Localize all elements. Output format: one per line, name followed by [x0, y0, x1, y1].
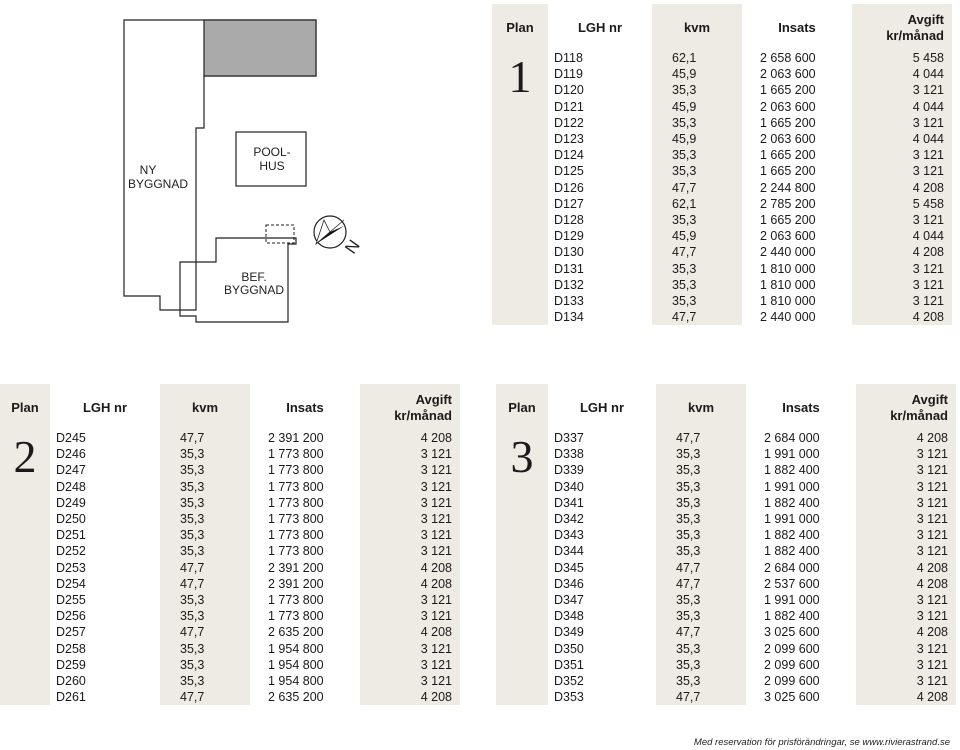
lgh-nr-cell: D251: [56, 528, 86, 543]
lgh-nr-cell: D128: [554, 213, 584, 228]
avgift-cell: 3 121: [852, 293, 952, 309]
table-row: [492, 212, 952, 228]
kvm-cell: 35,3: [160, 479, 250, 495]
table-row: [0, 462, 460, 478]
insats-cell: 1 773 800: [268, 447, 324, 462]
lgh-nr-cell: D249: [56, 495, 86, 510]
kvm-cell: 35,3: [656, 446, 746, 462]
table-row: [492, 163, 952, 179]
footer-disclaimer: Med reservation för prisförändringar, se www.rivierastrand.se: [693, 737, 950, 748]
kvm-cell: 35,3: [160, 495, 250, 511]
avgift-cell: 3 121: [360, 641, 460, 657]
avgift-cell: 3 121: [852, 277, 952, 293]
existing-building: [180, 238, 296, 322]
avgift-cell: 4 044: [852, 131, 952, 147]
header-avgift: Avgift kr/månad: [852, 4, 952, 44]
lgh-nr-cell: D350: [554, 641, 584, 656]
table-row: [492, 228, 952, 244]
insats-cell: 1 665 200: [760, 148, 816, 163]
kvm-cell: 47,7: [160, 576, 250, 592]
lgh-nr-cell: D345: [554, 560, 584, 575]
kvm-cell: 35,3: [160, 527, 250, 543]
avgift-cell: 3 121: [360, 543, 460, 559]
avgift-cell: 4 208: [856, 560, 956, 576]
insats-cell: 1 773 800: [268, 463, 324, 478]
plan-number: 1: [492, 50, 548, 325]
kvm-cell: 47,7: [160, 689, 250, 705]
insats-cell: 1 773 800: [268, 479, 324, 494]
avgift-cell: 3 121: [856, 673, 956, 689]
table-row: [496, 641, 956, 657]
insats-cell: 1 991 000: [764, 447, 820, 462]
insats-cell: 2 635 200: [268, 690, 324, 705]
pool-house-label-1: POOL-: [253, 145, 291, 159]
kvm-cell: 47,7: [652, 244, 742, 260]
table-row: [492, 66, 952, 82]
lgh-nr-cell: D337: [554, 431, 584, 445]
plan-number: 3: [496, 430, 548, 705]
insats-cell: 1 882 400: [764, 609, 820, 624]
kvm-cell: 47,7: [160, 624, 250, 640]
lgh-nr-cell: D252: [56, 544, 86, 559]
insats-cell: 1 773 800: [268, 544, 324, 559]
kvm-cell: 45,9: [652, 228, 742, 244]
insats-cell: 2 391 200: [268, 560, 324, 575]
header-plan: Plan: [496, 384, 548, 424]
kvm-cell: 35,3: [652, 212, 742, 228]
table-row: [496, 560, 956, 576]
insats-cell: 2 391 200: [268, 576, 324, 591]
pool-house-label-2: HUS: [259, 159, 285, 173]
kvm-cell: 47,7: [656, 430, 746, 446]
insats-cell: 2 063 600: [760, 132, 816, 147]
lgh-nr-cell: D132: [554, 277, 584, 292]
kvm-cell: 47,7: [656, 576, 746, 592]
insats-cell: 1 954 800: [268, 657, 324, 672]
insats-cell: 1 665 200: [760, 115, 816, 130]
avgift-cell: 3 121: [360, 608, 460, 624]
lgh-nr-cell: D260: [56, 674, 86, 689]
insats-cell: 2 440 000: [760, 310, 816, 325]
kvm-cell: 62,1: [652, 50, 742, 66]
avgift-cell: 3 121: [360, 657, 460, 673]
header-lgh-nr: LGH nr: [579, 400, 625, 415]
kvm-cell: 47,7: [160, 430, 250, 446]
insats-cell: 2 391 200: [268, 431, 324, 445]
insats-cell: 1 773 800: [268, 609, 324, 624]
table-row: [0, 608, 460, 624]
insats-cell: 1 954 800: [268, 674, 324, 689]
table-row: [496, 543, 956, 559]
kvm-cell: 45,9: [652, 66, 742, 82]
table-row: [492, 309, 952, 325]
kvm-cell: 62,1: [652, 196, 742, 212]
lgh-nr-cell: D255: [56, 593, 86, 608]
header-plan: Plan: [0, 384, 50, 424]
avgift-cell: 3 121: [856, 641, 956, 657]
avgift-cell: 3 121: [360, 446, 460, 462]
header-kvm: kvm: [652, 4, 742, 44]
avgift-cell: 4 044: [852, 66, 952, 82]
insats-cell: 2 785 200: [760, 196, 816, 211]
lgh-nr-cell: D256: [56, 609, 86, 624]
plan-3-table: [496, 384, 956, 705]
header-avgift: Avgift kr/månad: [360, 384, 460, 424]
avgift-cell: 4 208: [360, 430, 460, 446]
lgh-nr-cell: D120: [554, 83, 584, 98]
lgh-nr-cell: D348: [554, 609, 584, 624]
insats-cell: 1 991 000: [764, 512, 820, 527]
table-row: [492, 180, 952, 196]
avgift-cell: 4 044: [852, 99, 952, 115]
avgift-cell: 4 208: [360, 560, 460, 576]
lgh-nr-cell: D247: [56, 463, 86, 478]
lgh-nr-cell: D340: [554, 479, 584, 494]
avgift-cell: 3 121: [852, 82, 952, 98]
kvm-cell: 47,7: [160, 560, 250, 576]
table-row: [492, 99, 952, 115]
insats-cell: 2 658 600: [760, 51, 816, 65]
insats-cell: 1 773 800: [268, 512, 324, 527]
avgift-cell: 5 458: [852, 196, 952, 212]
table-row: [492, 244, 952, 260]
insats-cell: 1 810 000: [760, 277, 816, 292]
insats-cell: 2 684 000: [764, 431, 820, 445]
lgh-nr-cell: D253: [56, 560, 86, 575]
lgh-nr-cell: D133: [554, 294, 584, 309]
avgift-cell: 4 208: [852, 180, 952, 196]
insats-cell: 1 773 800: [268, 593, 324, 608]
insats-cell: 2 099 600: [764, 657, 820, 672]
avgift-cell: 3 121: [856, 527, 956, 543]
lgh-nr-cell: D129: [554, 229, 584, 244]
lgh-nr-cell: D126: [554, 180, 584, 195]
kvm-cell: 45,9: [652, 99, 742, 115]
table-row: [0, 641, 460, 657]
kvm-cell: 35,3: [656, 641, 746, 657]
table-row: [0, 624, 460, 640]
kvm-cell: 35,3: [160, 511, 250, 527]
header-insats: Insats: [286, 400, 324, 415]
existing-building-label-1: BEF.: [241, 270, 267, 284]
avgift-cell: 3 121: [852, 147, 952, 163]
lgh-nr-cell: D123: [554, 132, 584, 147]
table-row: [0, 560, 460, 576]
table-row: [496, 592, 956, 608]
avgift-cell: 4 208: [856, 576, 956, 592]
lgh-nr-cell: D349: [554, 625, 584, 640]
insats-cell: 1 665 200: [760, 164, 816, 179]
lgh-nr-cell: D347: [554, 593, 584, 608]
table-row: [492, 131, 952, 147]
kvm-cell: 35,3: [160, 592, 250, 608]
insats-cell: 2 063 600: [760, 99, 816, 114]
table-row: [0, 543, 460, 559]
kvm-cell: 35,3: [160, 462, 250, 478]
avgift-cell: 3 121: [360, 673, 460, 689]
avgift-cell: 3 121: [852, 115, 952, 131]
avgift-cell: 3 121: [856, 495, 956, 511]
table-row: [0, 576, 460, 592]
lgh-nr-cell: D118: [554, 51, 583, 65]
new-building-label-1: NY: [139, 163, 157, 177]
new-building-label-2: BYGGNAD: [127, 177, 189, 191]
table-row: [492, 115, 952, 131]
table-row: [496, 608, 956, 624]
avgift-cell: 3 121: [360, 511, 460, 527]
avgift-cell: 3 121: [360, 495, 460, 511]
table-row: [0, 673, 460, 689]
table-row: [0, 495, 460, 511]
table-row: [0, 592, 460, 608]
dashed-annex: [266, 225, 294, 243]
header-lgh-nr: LGH nr: [82, 400, 128, 415]
lgh-nr-cell: D353: [554, 690, 584, 705]
insats-cell: 1 665 200: [760, 213, 816, 228]
avgift-cell: 4 044: [852, 228, 952, 244]
table-row: [0, 657, 460, 673]
insats-cell: 2 440 000: [760, 245, 816, 260]
avgift-cell: 4 208: [856, 430, 956, 446]
insats-cell: 2 063 600: [760, 229, 816, 244]
kvm-cell: 35,3: [656, 479, 746, 495]
kvm-cell: 35,3: [652, 82, 742, 98]
lgh-nr-cell: D122: [554, 115, 584, 130]
kvm-cell: 35,3: [656, 592, 746, 608]
kvm-cell: 35,3: [652, 293, 742, 309]
kvm-cell: 35,3: [656, 673, 746, 689]
avgift-cell: 4 208: [360, 689, 460, 705]
site-map: [0, 0, 420, 360]
kvm-cell: 35,3: [652, 115, 742, 131]
table-row: [496, 657, 956, 673]
north-label: N: [341, 236, 364, 258]
table-row: [496, 673, 956, 689]
avgift-cell: 5 458: [852, 50, 952, 66]
lgh-nr-cell: D341: [554, 495, 584, 510]
header-lgh-nr: LGH nr: [577, 20, 623, 35]
table-row: [496, 446, 956, 462]
avgift-cell: 4 208: [360, 624, 460, 640]
insats-cell: 2 684 000: [764, 560, 820, 575]
kvm-cell: 35,3: [160, 543, 250, 559]
kvm-cell: 47,7: [652, 309, 742, 325]
table-row: [0, 430, 460, 446]
insats-cell: 2 244 800: [760, 180, 816, 195]
insats-cell: 2 099 600: [764, 641, 820, 656]
table-row: [496, 495, 956, 511]
insats-cell: 1 882 400: [764, 528, 820, 543]
kvm-cell: 47,7: [656, 560, 746, 576]
lgh-nr-cell: D125: [554, 164, 584, 179]
insats-cell: 1 810 000: [760, 261, 816, 276]
table-row: [496, 511, 956, 527]
kvm-cell: 35,3: [656, 657, 746, 673]
table-row: [496, 527, 956, 543]
kvm-cell: 35,3: [652, 277, 742, 293]
header-kvm: kvm: [656, 384, 746, 424]
plan-1-table: [492, 4, 952, 325]
avgift-cell: 3 121: [852, 261, 952, 277]
insats-cell: 1 882 400: [764, 544, 820, 559]
lgh-nr-cell: D339: [554, 463, 584, 478]
highlighted-building: [204, 20, 316, 76]
lgh-nr-cell: D124: [554, 148, 584, 163]
lgh-nr-cell: D127: [554, 196, 584, 211]
avgift-cell: 3 121: [856, 608, 956, 624]
lgh-nr-cell: D352: [554, 674, 584, 689]
kvm-cell: 35,3: [656, 543, 746, 559]
table-row: [496, 479, 956, 495]
avgift-cell: 4 208: [852, 309, 952, 325]
kvm-cell: 35,3: [160, 446, 250, 462]
lgh-nr-cell: D248: [56, 479, 86, 494]
kvm-cell: 47,7: [652, 180, 742, 196]
avgift-cell: 3 121: [852, 212, 952, 228]
avgift-cell: 3 121: [852, 163, 952, 179]
table-row: [0, 527, 460, 543]
avgift-cell: 3 121: [856, 543, 956, 559]
table-row: [0, 446, 460, 462]
lgh-nr-cell: D338: [554, 447, 584, 462]
insats-cell: 2 537 600: [764, 576, 820, 591]
table-row: [492, 50, 952, 66]
plan-number: 2: [0, 430, 50, 705]
avgift-cell: 4 208: [856, 624, 956, 640]
insats-cell: 1 773 800: [268, 528, 324, 543]
lgh-nr-cell: D250: [56, 512, 86, 527]
table-row: [0, 511, 460, 527]
table-row: [492, 82, 952, 98]
lgh-nr-cell: D246: [56, 447, 86, 462]
avgift-cell: 4 208: [360, 576, 460, 592]
insats-cell: 3 025 600: [764, 625, 820, 640]
kvm-cell: 35,3: [160, 641, 250, 657]
avgift-cell: 3 121: [856, 657, 956, 673]
insats-cell: 2 063 600: [760, 67, 816, 82]
lgh-nr-cell: D119: [554, 67, 583, 82]
lgh-nr-cell: D130: [554, 245, 584, 260]
table-row: [496, 689, 956, 705]
lgh-nr-cell: D351: [554, 657, 584, 672]
compass-icon: [314, 216, 346, 248]
insats-cell: 1 991 000: [764, 479, 820, 494]
avgift-cell: 4 208: [852, 244, 952, 260]
avgift-cell: 3 121: [856, 446, 956, 462]
header-insats: Insats: [778, 20, 816, 35]
lgh-nr-cell: D134: [554, 310, 584, 325]
kvm-cell: 47,7: [656, 689, 746, 705]
avgift-cell: 3 121: [360, 527, 460, 543]
kvm-cell: 35,3: [160, 608, 250, 624]
table-row: [492, 147, 952, 163]
avgift-cell: 3 121: [856, 592, 956, 608]
kvm-cell: 35,3: [160, 673, 250, 689]
table-row: [496, 624, 956, 640]
table-row: [492, 293, 952, 309]
insats-cell: 2 635 200: [268, 625, 324, 640]
table-row: [496, 462, 956, 478]
kvm-cell: 35,3: [652, 147, 742, 163]
kvm-cell: 35,3: [160, 657, 250, 673]
lgh-nr-cell: D258: [56, 641, 86, 656]
avgift-cell: 4 208: [856, 689, 956, 705]
header-plan: Plan: [492, 4, 548, 44]
table-row: [0, 479, 460, 495]
insats-cell: 1 954 800: [268, 641, 324, 656]
kvm-cell: 35,3: [656, 495, 746, 511]
kvm-cell: 35,3: [656, 462, 746, 478]
insats-cell: 1 882 400: [764, 495, 820, 510]
insats-cell: 3 025 600: [764, 690, 820, 705]
insats-cell: 1 665 200: [760, 83, 816, 98]
lgh-nr-cell: D261: [56, 690, 86, 705]
kvm-cell: 47,7: [656, 624, 746, 640]
table-row: [0, 689, 460, 705]
insats-cell: 1 991 000: [764, 593, 820, 608]
avgift-cell: 3 121: [856, 511, 956, 527]
kvm-cell: 45,9: [652, 131, 742, 147]
kvm-cell: 35,3: [656, 511, 746, 527]
insats-cell: 1 882 400: [764, 463, 820, 478]
table-row: [496, 576, 956, 592]
existing-building-label-2: BYGGNAD: [223, 283, 285, 297]
lgh-nr-cell: D131: [554, 261, 584, 276]
lgh-nr-cell: D245: [56, 431, 86, 445]
insats-cell: 1 810 000: [760, 294, 816, 309]
insats-cell: 2 099 600: [764, 674, 820, 689]
avgift-cell: 3 121: [360, 592, 460, 608]
lgh-nr-cell: D342: [554, 512, 584, 527]
lgh-nr-cell: D259: [56, 657, 86, 672]
header-kvm: kvm: [160, 384, 250, 424]
header-insats: Insats: [782, 400, 820, 415]
lgh-nr-cell: D343: [554, 528, 584, 543]
table-row: [492, 277, 952, 293]
lgh-nr-cell: D121: [554, 99, 584, 114]
lgh-nr-cell: D254: [56, 576, 86, 591]
kvm-cell: 35,3: [652, 261, 742, 277]
kvm-cell: 35,3: [656, 527, 746, 543]
table-row: [492, 196, 952, 212]
kvm-cell: 35,3: [652, 163, 742, 179]
avgift-cell: 3 121: [360, 462, 460, 478]
avgift-cell: 3 121: [360, 479, 460, 495]
lgh-nr-cell: D257: [56, 625, 86, 640]
lgh-nr-cell: D344: [554, 544, 584, 559]
insats-cell: 1 773 800: [268, 495, 324, 510]
table-row: [492, 261, 952, 277]
table-row: [496, 430, 956, 446]
avgift-cell: 3 121: [856, 479, 956, 495]
header-avgift: Avgift kr/månad: [856, 384, 956, 424]
kvm-cell: 35,3: [656, 608, 746, 624]
avgift-cell: 3 121: [856, 462, 956, 478]
lgh-nr-cell: D346: [554, 576, 584, 591]
plan-2-table: [0, 384, 460, 705]
